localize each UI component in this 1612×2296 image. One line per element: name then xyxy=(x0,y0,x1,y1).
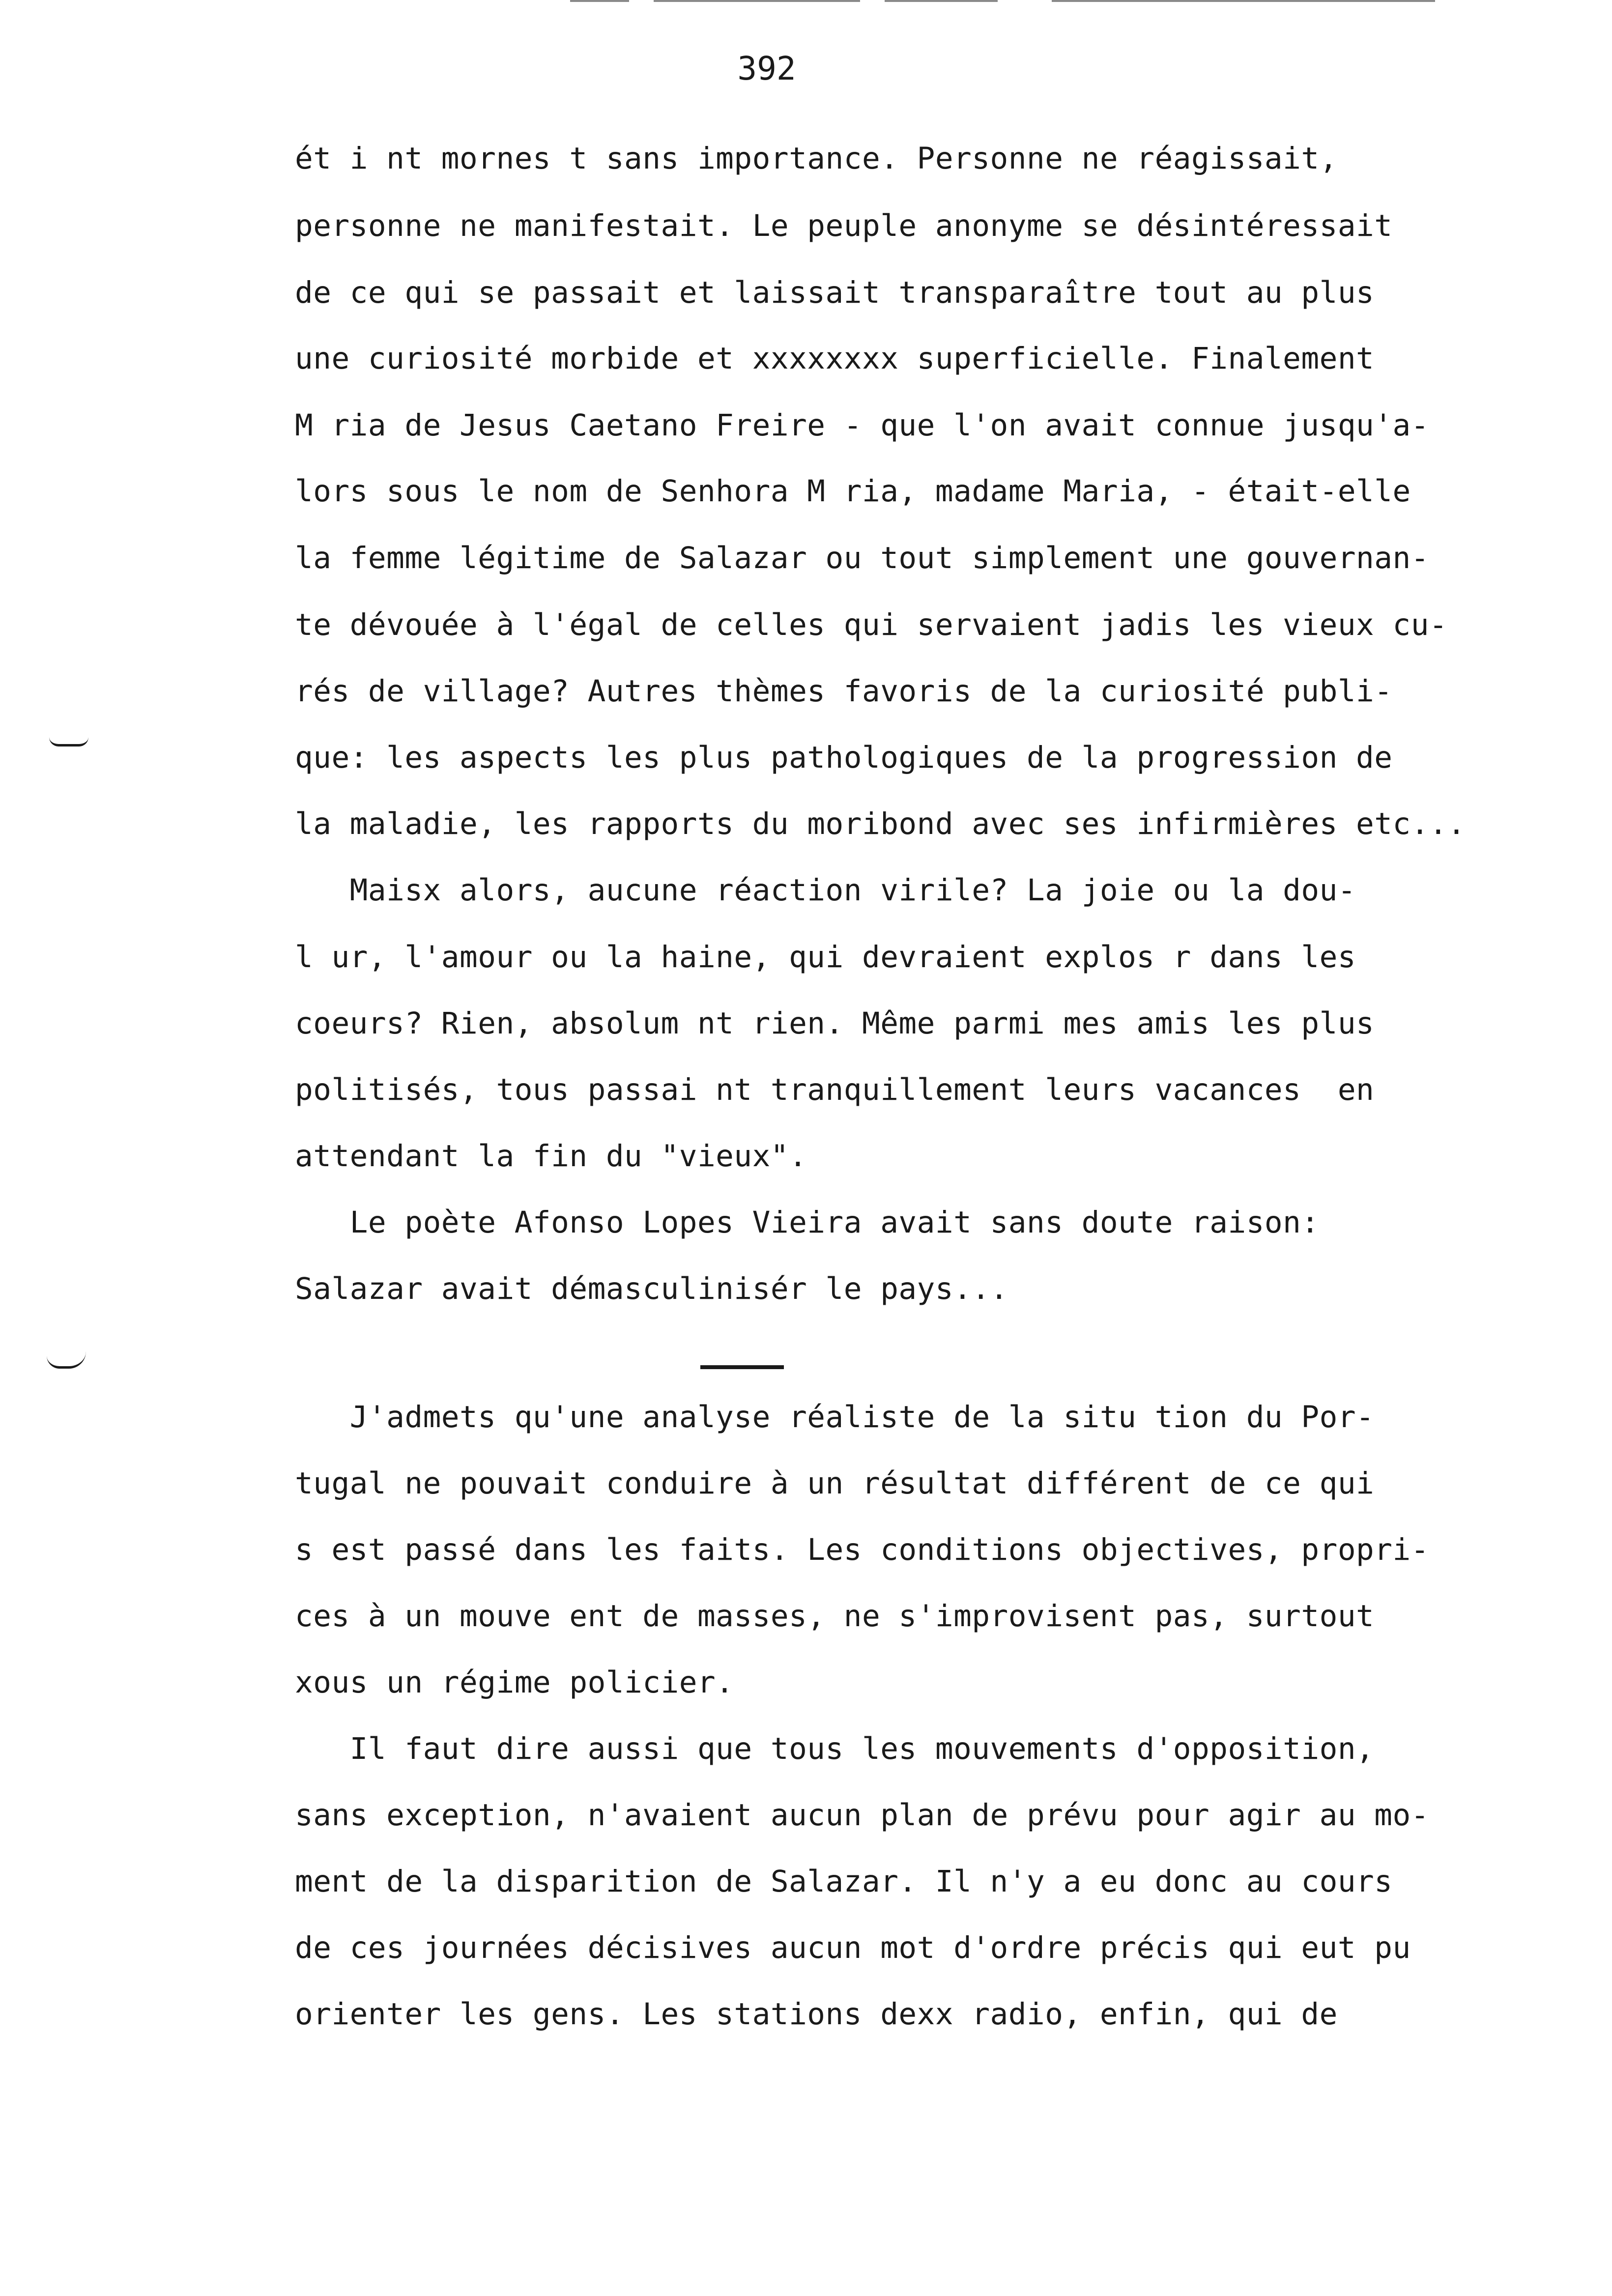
text-line: te dévouée à l'égal de celles qui servaient jadis les vieux cu- xyxy=(295,607,1448,642)
top-rule-1 xyxy=(570,0,629,2)
margin-mark-1 xyxy=(49,737,88,746)
text-line: tugal ne pouvait conduire à un résultat différent de ce qui xyxy=(295,1466,1375,1501)
text-line: la femme légitime de Salazar ou tout simplement une gouvernan- xyxy=(295,541,1429,575)
text-line: Salazar avait démasculinisér le pays... xyxy=(295,1271,1008,1306)
text-line: que: les aspects les plus pathologiques de la progression de xyxy=(295,740,1393,775)
text-line: une curiosité morbide et xxxxxxxx superficielle. Finalement xyxy=(295,341,1375,376)
text-line: attendant la fin du "vieux". xyxy=(295,1139,807,1174)
text-line: M ria de Jesus Caetano Freire - que l'on avait connue jusqu'a- xyxy=(295,408,1429,443)
text-line: ment de la disparition de Salazar. Il n'y a eu donc au cours xyxy=(295,1864,1393,1899)
text-line: lors sous le nom de Senhora M ria, madame Maria, - était-elle xyxy=(295,474,1411,509)
text-line: s est passé dans les faits. Les conditions objectives, propri- xyxy=(295,1532,1429,1567)
text-line: xous un régime policier. xyxy=(295,1665,734,1700)
top-rule-4 xyxy=(1052,0,1435,2)
margin-mark-2 xyxy=(47,1351,86,1369)
text-line: la maladie, les rapports du moribond avec ses infirmières etc... xyxy=(295,806,1466,841)
text-line: politisés, tous passai nt tranquillement leurs vacances en xyxy=(295,1072,1375,1107)
text-line: personne ne manifestait. Le peuple anonyme se désintéressait xyxy=(295,208,1393,243)
text-line: J'admets qu'une analyse réaliste de la situ tion du Por- xyxy=(295,1400,1375,1435)
text-line: Maisx alors, aucune réaction virile? La joie ou la dou- xyxy=(295,873,1356,908)
text-line: ces à un mouve ent de masses, ne s'improvisent pas, surtout xyxy=(295,1599,1375,1634)
text-line: Il faut dire aussi que tous les mouvements d'opposition, xyxy=(295,1731,1375,1766)
top-rule-3 xyxy=(885,0,998,2)
text-line: l ur, l'amour ou la haine, qui devraient explos r dans les xyxy=(295,940,1356,975)
top-rule-2 xyxy=(654,0,860,2)
text-line: Le poète Afonso Lopes Vieira avait sans doute raison: xyxy=(295,1205,1320,1240)
text-line: orienter les gens. Les stations dexx radio, enfin, qui de xyxy=(295,1997,1338,2032)
text-line: de ce qui se passait et laissait transparaître tout au plus xyxy=(295,275,1375,310)
section-separator xyxy=(700,1365,784,1369)
text-line: rés de village? Autres thèmes favoris de la curiosité publi- xyxy=(295,674,1393,709)
text-line: de ces journées décisives aucun mot d'ordre précis qui eut pu xyxy=(295,1930,1411,1965)
text-line: sans exception, n'avaient aucun plan de prévu pour agir au mo- xyxy=(295,1798,1429,1833)
page-number: 392 xyxy=(737,50,796,87)
text-line: ét i nt mornes t sans importance. Personne ne réagissait, xyxy=(295,141,1338,176)
text-line: coeurs? Rien, absolum nt rien. Même parmi mes amis les plus xyxy=(295,1006,1375,1041)
